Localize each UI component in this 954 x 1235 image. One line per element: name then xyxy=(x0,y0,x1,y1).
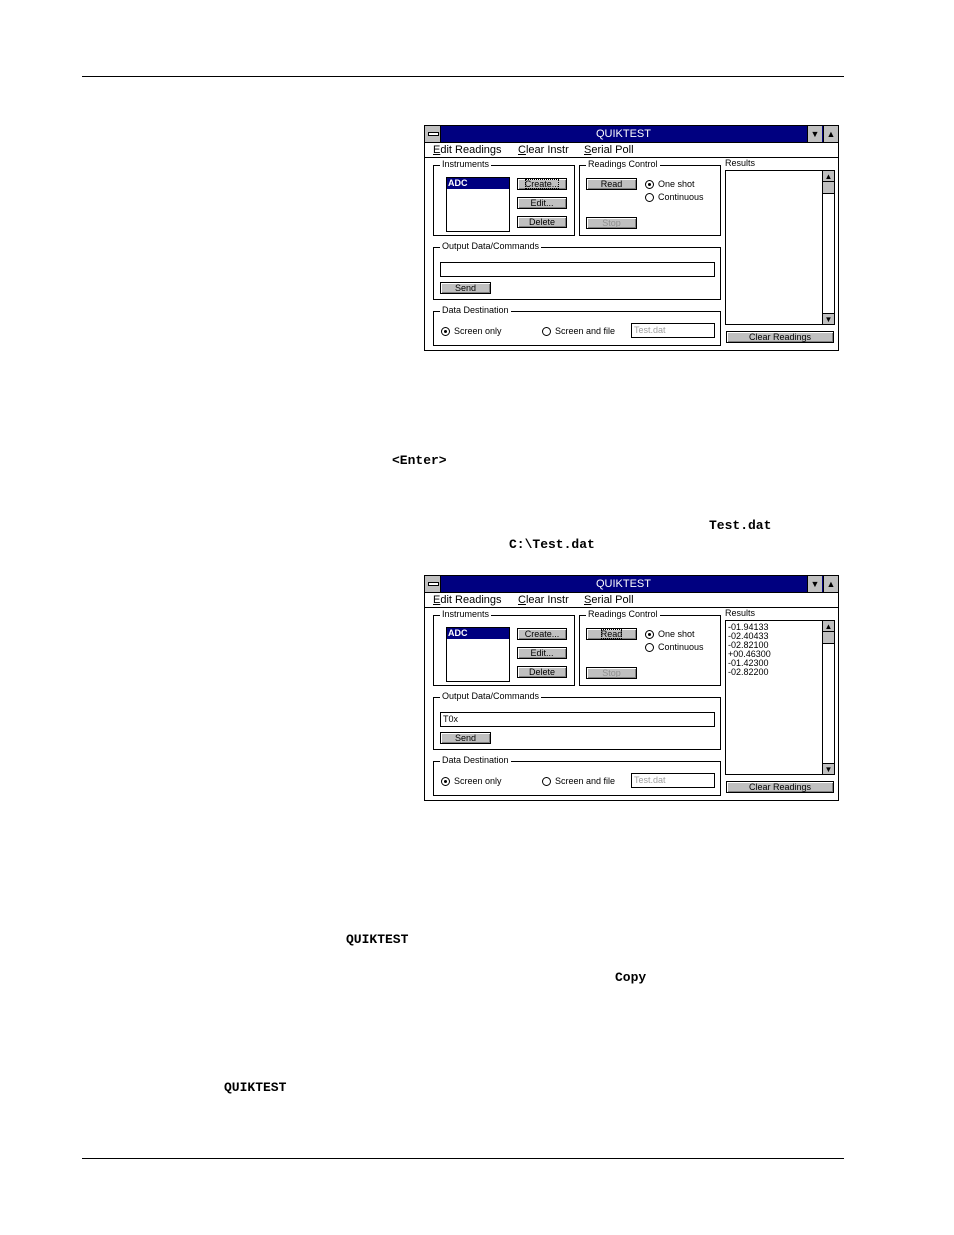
screen-only-radio[interactable] xyxy=(441,327,450,336)
create-button[interactable]: Create... xyxy=(517,178,567,190)
minimize-icon[interactable]: ▼ xyxy=(807,126,822,142)
window-title: QUIKTEST xyxy=(595,128,651,140)
screen-and-file-label: Screen and file xyxy=(555,326,616,336)
stop-button[interactable]: Stop xyxy=(586,217,637,229)
scroll-thumb[interactable] xyxy=(823,632,834,644)
results-scrollbar[interactable] xyxy=(822,621,834,774)
menu-edit-readings[interactable]: Edit Readings xyxy=(433,594,502,606)
instruments-group xyxy=(433,609,575,686)
read-button[interactable]: Read xyxy=(586,178,637,190)
read-button[interactable]: Read xyxy=(586,628,637,640)
list-item[interactable]: ADC xyxy=(447,178,509,189)
results-label: Results xyxy=(725,158,756,168)
quiktest-text-2: QUIKTEST xyxy=(224,1080,287,1095)
list-item[interactable]: ADC xyxy=(447,628,509,639)
system-menu-icon[interactable] xyxy=(425,126,441,142)
delete-button[interactable]: Delete xyxy=(517,216,567,228)
screen-only-radio[interactable] xyxy=(441,777,450,786)
menu-clear-instr[interactable]: Clear Instr xyxy=(518,144,569,156)
data-destination-group xyxy=(433,305,721,346)
filename-input[interactable]: Test.dat xyxy=(631,773,715,788)
maximize-icon[interactable]: ▲ xyxy=(823,126,838,142)
edit-button[interactable]: Edit... xyxy=(517,197,567,209)
reading-item: -01.94133 xyxy=(728,622,769,632)
one-shot-label: One shot xyxy=(658,179,695,189)
continuous-label: Continuous xyxy=(658,642,704,652)
quiktest-window-2 xyxy=(424,575,839,801)
output-data-group xyxy=(433,241,721,300)
screen-and-file-radio[interactable] xyxy=(542,777,551,786)
maximize-icon[interactable]: ▲ xyxy=(823,576,838,592)
delete-button[interactable]: Delete xyxy=(517,666,567,678)
one-shot-label: One shot xyxy=(658,629,695,639)
data-destination-label: Data Destination xyxy=(442,755,509,765)
results-label: Results xyxy=(725,608,756,618)
title-bar[interactable] xyxy=(425,576,838,593)
output-data-label: Output Data/Commands xyxy=(442,691,540,701)
data-destination-label: Data Destination xyxy=(442,305,509,315)
one-shot-radio[interactable] xyxy=(645,630,654,639)
scroll-up-icon[interactable]: ▲ xyxy=(824,172,833,181)
readings-control-group xyxy=(579,159,721,236)
output-data-group xyxy=(433,691,721,750)
scroll-thumb[interactable] xyxy=(823,182,834,194)
command-input[interactable]: T0x xyxy=(440,712,715,727)
screen-only-label: Screen only xyxy=(454,776,502,786)
quiktest-window-1 xyxy=(424,125,839,351)
header-rule xyxy=(82,76,844,77)
quiktest-text-1: QUIKTEST xyxy=(346,932,409,947)
menu-edit-readings[interactable]: Edit Readings xyxy=(433,144,502,156)
screen-and-file-label: Screen and file xyxy=(555,776,616,786)
menu-bar xyxy=(425,143,838,158)
menu-bar xyxy=(425,593,838,608)
clear-readings-button[interactable]: Clear Readings xyxy=(726,781,834,793)
scroll-up-icon[interactable]: ▲ xyxy=(824,622,833,631)
instruments-label: Instruments xyxy=(442,609,490,619)
results-scrollbar[interactable] xyxy=(822,171,834,324)
reading-item: -02.40433 xyxy=(728,631,769,641)
reading-item: -02.82100 xyxy=(728,640,769,650)
create-button[interactable]: Create... xyxy=(517,628,567,640)
filename-input[interactable]: Test.dat xyxy=(631,323,715,338)
minimize-icon[interactable]: ▼ xyxy=(807,576,822,592)
edit-button[interactable]: Edit... xyxy=(517,647,567,659)
output-data-label: Output Data/Commands xyxy=(442,241,540,251)
instruments-label: Instruments xyxy=(442,159,490,169)
send-button[interactable]: Send xyxy=(440,282,491,294)
data-destination-group xyxy=(433,755,721,796)
reading-item: -02.82200 xyxy=(728,667,769,677)
readings-control-group xyxy=(579,609,721,686)
readings-list xyxy=(728,623,771,677)
title-bar[interactable] xyxy=(425,126,838,143)
continuous-radio[interactable] xyxy=(645,643,654,652)
instruments-listbox[interactable] xyxy=(446,177,510,232)
window-title: QUIKTEST xyxy=(595,578,651,590)
instruments-group xyxy=(433,159,575,236)
continuous-radio[interactable] xyxy=(645,193,654,202)
menu-clear-instr[interactable]: Clear Instr xyxy=(518,594,569,606)
one-shot-radio[interactable] xyxy=(645,180,654,189)
scroll-down-icon[interactable]: ▼ xyxy=(824,315,833,324)
readings-control-label: Readings Control xyxy=(588,609,658,619)
c-test-dat-text: C:\Test.dat xyxy=(509,537,595,552)
menu-serial-poll[interactable]: Serial Poll xyxy=(584,144,634,156)
menu-serial-poll[interactable]: Serial Poll xyxy=(584,594,634,606)
continuous-label: Continuous xyxy=(658,192,704,202)
stop-button[interactable]: Stop xyxy=(586,667,637,679)
results-listbox[interactable] xyxy=(725,620,835,775)
readings-control-label: Readings Control xyxy=(588,159,658,169)
screen-only-label: Screen only xyxy=(454,326,502,336)
command-input[interactable] xyxy=(440,262,715,277)
clear-readings-button[interactable]: Clear Readings xyxy=(726,331,834,343)
system-menu-icon[interactable] xyxy=(425,576,441,592)
enter-key-text: <Enter> xyxy=(392,453,447,468)
screen-and-file-radio[interactable] xyxy=(542,327,551,336)
instruments-listbox[interactable] xyxy=(446,627,510,682)
reading-item: -01.42300 xyxy=(728,658,769,668)
footer-rule xyxy=(82,1158,844,1159)
send-button[interactable]: Send xyxy=(440,732,491,744)
test-dat-text: Test.dat xyxy=(709,518,772,533)
scroll-down-icon[interactable]: ▼ xyxy=(824,765,833,774)
reading-item: +00.46300 xyxy=(728,649,771,659)
results-listbox[interactable] xyxy=(725,170,835,325)
copy-text: Copy xyxy=(615,970,647,985)
